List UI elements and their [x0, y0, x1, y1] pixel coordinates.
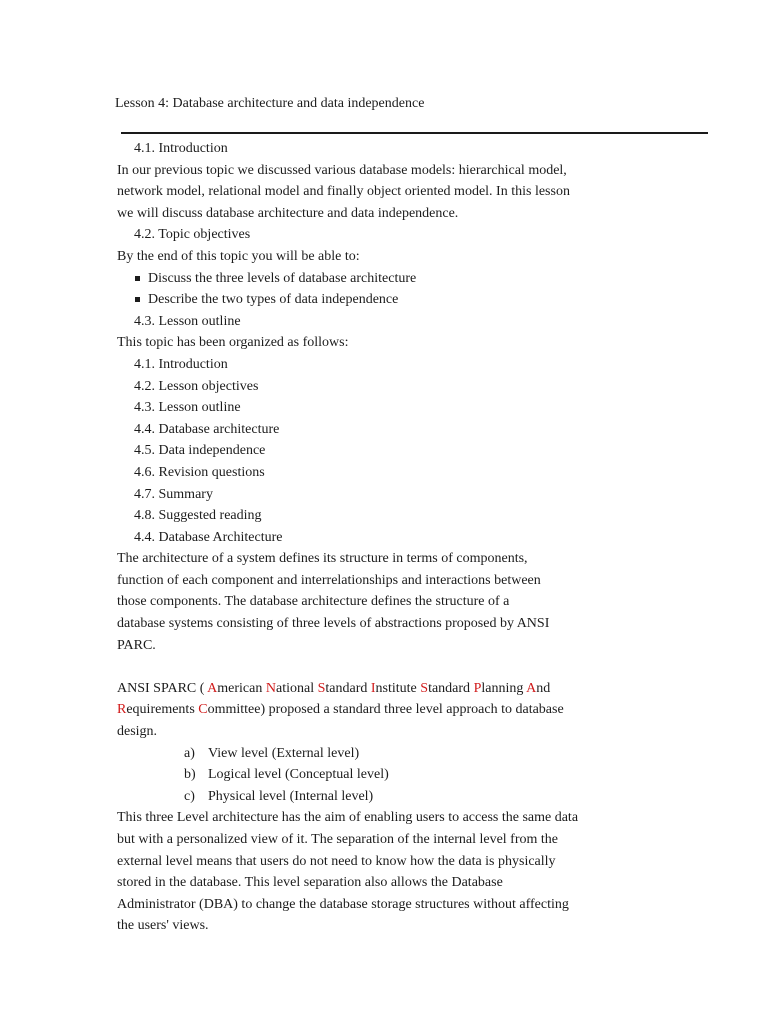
architecture-line: those components. The database architecture defines the structure of a	[117, 594, 510, 610]
heading-objectives: 4.2. Topic objectives	[134, 227, 251, 243]
outline-item: 4.2. Lesson objectives	[134, 378, 259, 394]
heading-outline: 4.3. Lesson outline	[134, 313, 241, 329]
heading-introduction: 4.1. Introduction	[134, 141, 228, 156]
outline-lead: This topic has been organized as follows:	[117, 335, 349, 351]
title-divider	[121, 132, 708, 134]
outline-item: 4.5. Data independence	[134, 443, 266, 459]
list-item: Describe the two types of data independence	[117, 289, 717, 311]
bullet-icon	[135, 276, 140, 281]
ansi-line: design.	[117, 724, 158, 740]
list-item: b) Logical level (Conceptual level)	[184, 767, 389, 783]
levels-line: This three Level architecture has the aim of enabling users to access the same data	[117, 810, 579, 826]
architecture-line: database systems consisting of three levels of abstractions proposed by ANSI	[117, 616, 550, 632]
outline-item: 4.6. Revision questions	[134, 464, 265, 480]
outline-list	[117, 354, 717, 527]
heading-architecture: 4.4. Database Architecture	[134, 529, 283, 545]
outline-item: 4.1. Introduction	[134, 356, 228, 372]
paragraph-gap	[117, 656, 717, 678]
ansi-line: Requirements Committee) proposed a standard three level approach to database	[117, 702, 564, 718]
architecture-line: PARC.	[117, 637, 156, 653]
intro-line: In our previous topic we discussed various database models: hierarchical model,	[117, 162, 567, 178]
intro-line: we will discuss database architecture and data independence.	[117, 205, 459, 221]
intro-line: network model, relational model and finally object oriented model. In this lesson	[117, 184, 570, 200]
list-item: c) Physical level (Internal level)	[184, 788, 374, 804]
lesson-title: Lesson 4: Database architecture and data independence	[115, 96, 425, 111]
levels-list	[117, 743, 717, 808]
levels-line: but with a personalized view of it. The separation of the internal level from the	[117, 832, 558, 847]
bullet-icon	[135, 297, 140, 302]
outline-item: 4.8. Suggested reading	[134, 508, 262, 524]
architecture-line: function of each component and interrelationships and interactions between	[117, 572, 541, 588]
outline-item: 4.7. Summary	[134, 486, 213, 502]
outline-item: 4.3. Lesson outline	[134, 400, 241, 416]
document-body	[117, 138, 717, 937]
list-item: a) View level (External level)	[184, 745, 360, 761]
levels-line: external level means that users do not need to know how the data is physically	[117, 853, 556, 869]
architecture-line: The architecture of a system defines its structure in terms of components,	[117, 551, 528, 567]
levels-line: Administrator (DBA) to change the database storage structures without affecting	[117, 896, 569, 912]
outline-item: 4.4. Database architecture	[134, 421, 280, 437]
levels-line: stored in the database. This level separation also allows the Database	[117, 875, 503, 891]
objectives-lead: By the end of this topic you will be able to:	[117, 248, 360, 264]
levels-line: the users' views.	[117, 918, 209, 934]
objectives-list	[117, 268, 717, 311]
ansi-line: ANSI SPARC ( American National Standard Institute Standard Planning And	[117, 680, 551, 696]
list-item: Discuss the three levels of database architecture	[117, 268, 717, 290]
